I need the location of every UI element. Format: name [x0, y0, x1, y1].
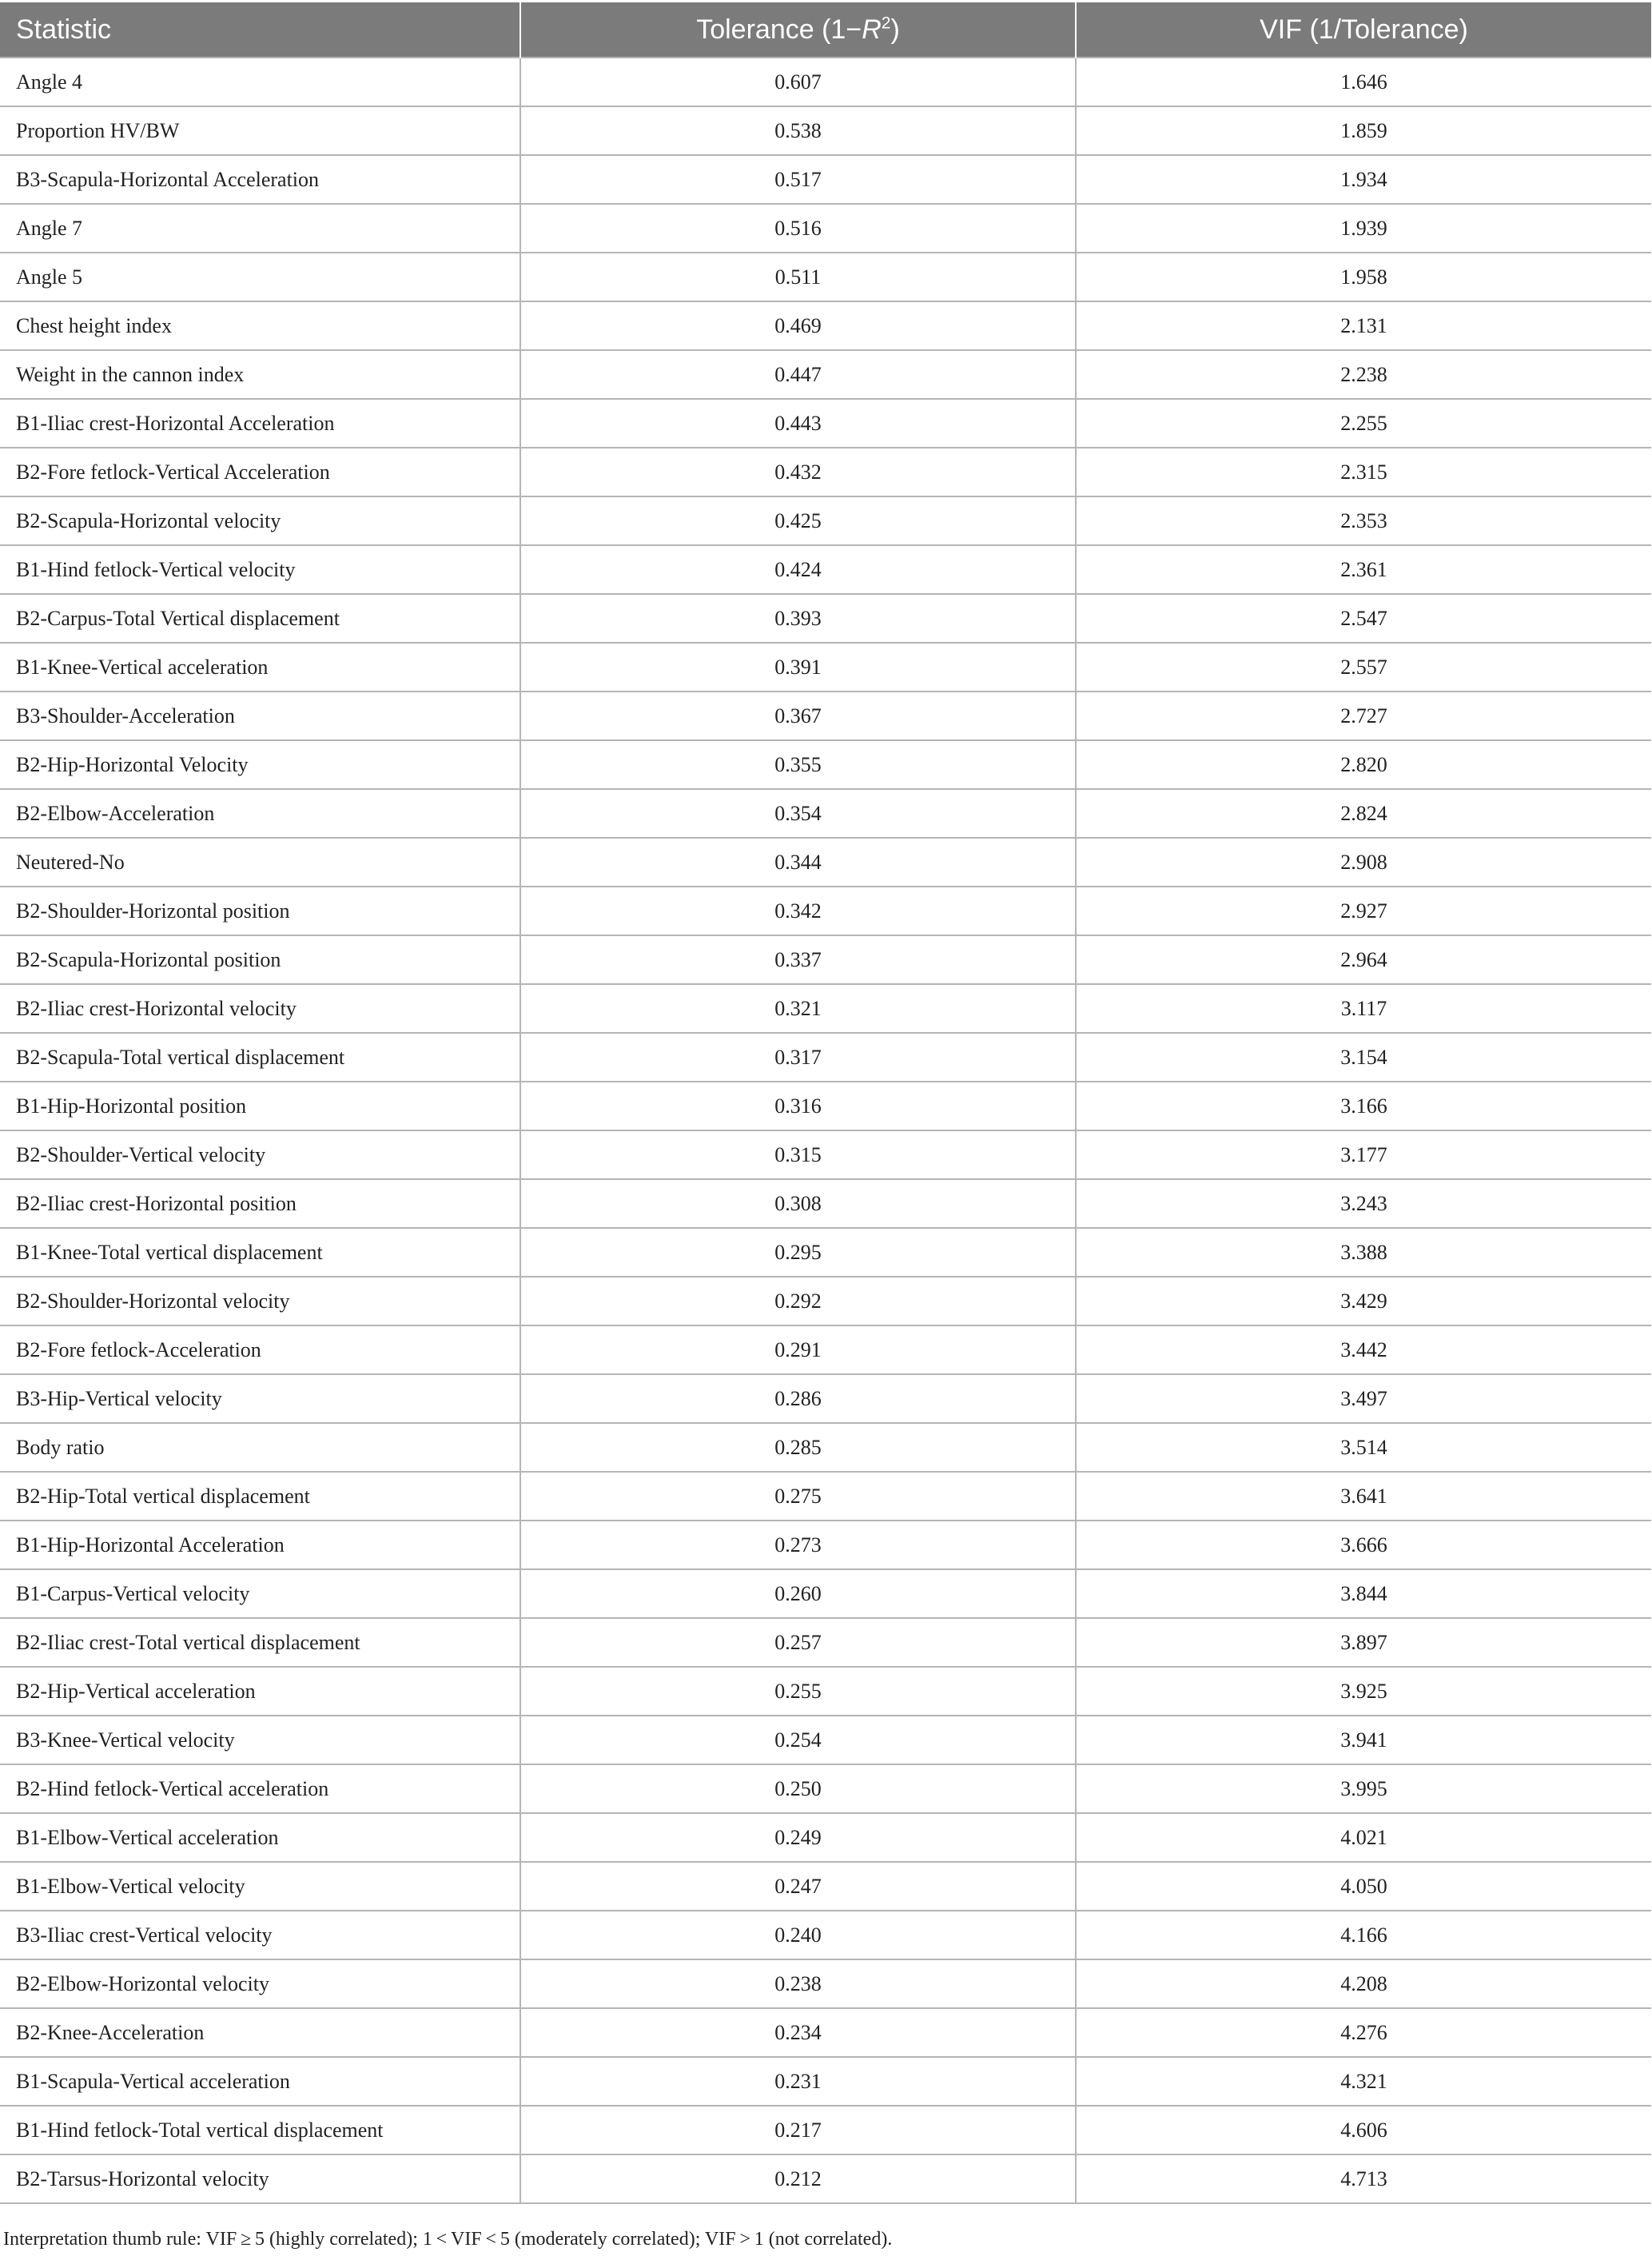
table-row [0, 2106, 1651, 2154]
cell-vif: 2.131 [1076, 301, 1651, 350]
cell-vif: 3.641 [1076, 1472, 1651, 1521]
cell-statistic: B2-Scapula-Total vertical displacement [0, 1033, 520, 1082]
cell-tolerance: 0.255 [520, 1667, 1076, 1716]
cell-statistic: Angle 7 [0, 204, 520, 253]
cell-tolerance: 0.257 [520, 1618, 1076, 1667]
table-row [0, 1374, 1651, 1423]
cell-vif: 3.925 [1076, 1667, 1651, 1716]
cell-vif: 1.939 [1076, 204, 1651, 253]
cell-tolerance: 0.607 [520, 58, 1076, 106]
cell-vif: 4.166 [1076, 1911, 1651, 1959]
cell-vif: 2.361 [1076, 545, 1651, 594]
cell-tolerance: 0.286 [520, 1374, 1076, 1423]
cell-statistic: B2-Knee-Acceleration [0, 2008, 520, 2057]
cell-tolerance: 0.516 [520, 204, 1076, 253]
cell-vif: 2.353 [1076, 496, 1651, 545]
header-tolerance-sup: 2 [881, 14, 891, 33]
cell-vif: 3.514 [1076, 1423, 1651, 1472]
cell-tolerance: 0.291 [520, 1325, 1076, 1374]
cell-tolerance: 0.238 [520, 1959, 1076, 2008]
cell-tolerance: 0.317 [520, 1033, 1076, 1082]
header-tolerance-var: R [862, 14, 882, 45]
cell-tolerance: 0.538 [520, 106, 1076, 155]
cell-vif: 1.646 [1076, 58, 1651, 106]
cell-vif: 2.238 [1076, 350, 1651, 399]
cell-tolerance: 0.393 [520, 594, 1076, 643]
cell-vif: 2.557 [1076, 643, 1651, 692]
cell-statistic: B1-Elbow-Vertical acceleration [0, 1813, 520, 1862]
cell-vif: 1.934 [1076, 155, 1651, 204]
cell-vif: 2.820 [1076, 740, 1651, 789]
cell-statistic: Chest height index [0, 301, 520, 350]
cell-vif: 3.995 [1076, 1764, 1651, 1813]
table-row [0, 496, 1651, 545]
cell-vif: 2.908 [1076, 838, 1651, 887]
table-row [0, 2154, 1651, 2203]
table-row [0, 692, 1651, 740]
cell-statistic: B1-Elbow-Vertical velocity [0, 1862, 520, 1911]
cell-statistic: Neutered-No [0, 838, 520, 887]
cell-tolerance: 0.425 [520, 496, 1076, 545]
table-row [0, 643, 1651, 692]
cell-statistic: B1-Knee-Vertical acceleration [0, 643, 520, 692]
table-row [0, 1325, 1651, 1374]
cell-statistic: B2-Shoulder-Horizontal position [0, 887, 520, 935]
cell-statistic: B1-Hip-Horizontal position [0, 1082, 520, 1130]
cell-tolerance: 0.240 [520, 1911, 1076, 1959]
cell-vif: 3.177 [1076, 1130, 1651, 1179]
vif-table [0, 2, 1651, 2204]
cell-vif: 2.255 [1076, 399, 1651, 448]
cell-tolerance: 0.367 [520, 692, 1076, 740]
cell-vif: 4.276 [1076, 2008, 1651, 2057]
table-row [0, 545, 1651, 594]
table-row [0, 155, 1651, 204]
cell-vif: 3.243 [1076, 1179, 1651, 1228]
cell-statistic: B3-Knee-Vertical velocity [0, 1716, 520, 1764]
cell-tolerance: 0.316 [520, 1082, 1076, 1130]
cell-statistic: Angle 4 [0, 58, 520, 106]
cell-statistic: B1-Knee-Total vertical displacement [0, 1228, 520, 1277]
cell-tolerance: 0.231 [520, 2057, 1076, 2106]
table-row [0, 204, 1651, 253]
table-row [0, 594, 1651, 643]
cell-tolerance: 0.254 [520, 1716, 1076, 1764]
cell-statistic: B1-Carpus-Vertical velocity [0, 1569, 520, 1618]
cell-tolerance: 0.342 [520, 887, 1076, 935]
table-row [0, 448, 1651, 496]
table-footnote: Interpretation thumb rule: VIF ≥ 5 (highly correlated); 1 < VIF < 5 (moderately correlated); VIF > 1 (not correlated). [3, 2229, 893, 2250]
cell-statistic: Body ratio [0, 1423, 520, 1472]
cell-tolerance: 0.247 [520, 1862, 1076, 1911]
table-row [0, 106, 1651, 155]
cell-statistic: B2-Carpus-Total Vertical displacement [0, 594, 520, 643]
cell-tolerance: 0.234 [520, 2008, 1076, 2057]
cell-vif: 3.844 [1076, 1569, 1651, 1618]
cell-tolerance: 0.273 [520, 1521, 1076, 1569]
cell-tolerance: 0.308 [520, 1179, 1076, 1228]
cell-statistic: B2-Iliac crest-Horizontal velocity [0, 984, 520, 1033]
cell-vif: 3.442 [1076, 1325, 1651, 1374]
cell-vif: 4.606 [1076, 2106, 1651, 2154]
cell-vif: 3.166 [1076, 1082, 1651, 1130]
cell-tolerance: 0.315 [520, 1130, 1076, 1179]
table-row [0, 1277, 1651, 1325]
cell-vif: 2.927 [1076, 887, 1651, 935]
table-row [0, 1764, 1651, 1813]
cell-statistic: B2-Fore fetlock-Acceleration [0, 1325, 520, 1374]
table-row [0, 1521, 1651, 1569]
header-statistic: Statistic [0, 2, 520, 58]
cell-statistic: Proportion HV/BW [0, 106, 520, 155]
table-row [0, 399, 1651, 448]
table-row [0, 1033, 1651, 1082]
table-body [0, 58, 1651, 2203]
table-row [0, 1667, 1651, 1716]
cell-statistic: B2-Tarsus-Horizontal velocity [0, 2154, 520, 2203]
cell-vif: 1.859 [1076, 106, 1651, 155]
cell-vif: 3.897 [1076, 1618, 1651, 1667]
cell-statistic: B3-Hip-Vertical velocity [0, 1374, 520, 1423]
cell-tolerance: 0.337 [520, 935, 1076, 984]
cell-tolerance: 0.292 [520, 1277, 1076, 1325]
table-row [0, 740, 1651, 789]
cell-tolerance: 0.285 [520, 1423, 1076, 1472]
cell-tolerance: 0.443 [520, 399, 1076, 448]
table-row [0, 58, 1651, 106]
cell-statistic: B3-Scapula-Horizontal Acceleration [0, 155, 520, 204]
header-tolerance-prefix: Tolerance (1− [696, 14, 862, 45]
cell-statistic: B1-Hind fetlock-Vertical velocity [0, 545, 520, 594]
table-row [0, 301, 1651, 350]
cell-statistic: B1-Scapula-Vertical acceleration [0, 2057, 520, 2106]
header-tolerance [520, 2, 1076, 58]
cell-tolerance: 0.424 [520, 545, 1076, 594]
cell-statistic: B2-Scapula-Horizontal position [0, 935, 520, 984]
cell-statistic: B1-Hind fetlock-Total vertical displacement [0, 2106, 520, 2154]
cell-vif: 3.941 [1076, 1716, 1651, 1764]
table-row [0, 838, 1651, 887]
cell-tolerance: 0.321 [520, 984, 1076, 1033]
table-row [0, 1618, 1651, 1667]
table-row [0, 1228, 1651, 1277]
cell-vif: 2.964 [1076, 935, 1651, 984]
table-row [0, 1813, 1651, 1862]
table-row [0, 935, 1651, 984]
cell-statistic: B2-Hip-Horizontal Velocity [0, 740, 520, 789]
header-row [0, 2, 1651, 58]
table-row [0, 984, 1651, 1033]
cell-vif: 4.713 [1076, 2154, 1651, 2203]
cell-vif: 2.547 [1076, 594, 1651, 643]
cell-vif: 3.497 [1076, 1374, 1651, 1423]
cell-vif: 2.824 [1076, 789, 1651, 838]
table-row [0, 1130, 1651, 1179]
cell-tolerance: 0.249 [520, 1813, 1076, 1862]
table-row [0, 1862, 1651, 1911]
table-header [0, 2, 1651, 58]
table-row [0, 887, 1651, 935]
cell-vif: 2.315 [1076, 448, 1651, 496]
cell-tolerance: 0.212 [520, 2154, 1076, 2203]
table-row [0, 1959, 1651, 2008]
table-row [0, 2057, 1651, 2106]
table-row [0, 789, 1651, 838]
cell-tolerance: 0.391 [520, 643, 1076, 692]
cell-tolerance: 0.295 [520, 1228, 1076, 1277]
cell-statistic: B2-Shoulder-Horizontal velocity [0, 1277, 520, 1325]
table-row [0, 1472, 1651, 1521]
cell-statistic: Weight in the cannon index [0, 350, 520, 399]
cell-tolerance: 0.517 [520, 155, 1076, 204]
cell-tolerance: 0.250 [520, 1764, 1076, 1813]
cell-statistic: B2-Iliac crest-Total vertical displacement [0, 1618, 520, 1667]
header-vif: VIF (1/Tolerance) [1076, 2, 1651, 58]
table-row [0, 1569, 1651, 1618]
cell-tolerance: 0.447 [520, 350, 1076, 399]
cell-vif: 3.388 [1076, 1228, 1651, 1277]
cell-tolerance: 0.344 [520, 838, 1076, 887]
table-row [0, 1082, 1651, 1130]
cell-statistic: B1-Iliac crest-Horizontal Acceleration [0, 399, 520, 448]
cell-statistic: B2-Shoulder-Vertical velocity [0, 1130, 520, 1179]
cell-tolerance: 0.354 [520, 789, 1076, 838]
cell-tolerance: 0.469 [520, 301, 1076, 350]
cell-tolerance: 0.355 [520, 740, 1076, 789]
table-row [0, 2008, 1651, 2057]
cell-vif: 4.021 [1076, 1813, 1651, 1862]
cell-tolerance: 0.275 [520, 1472, 1076, 1521]
cell-tolerance: 0.260 [520, 1569, 1076, 1618]
table-row [0, 1911, 1651, 1959]
cell-statistic: B2-Elbow-Acceleration [0, 789, 520, 838]
cell-statistic: B2-Hip-Total vertical displacement [0, 1472, 520, 1521]
cell-statistic: B2-Hind fetlock-Vertical acceleration [0, 1764, 520, 1813]
cell-statistic: B2-Iliac crest-Horizontal position [0, 1179, 520, 1228]
cell-statistic: B3-Iliac crest-Vertical velocity [0, 1911, 520, 1959]
cell-statistic: B1-Hip-Horizontal Acceleration [0, 1521, 520, 1569]
cell-vif: 4.050 [1076, 1862, 1651, 1911]
cell-tolerance: 0.432 [520, 448, 1076, 496]
table-row [0, 253, 1651, 301]
cell-statistic: B2-Elbow-Horizontal velocity [0, 1959, 520, 2008]
cell-statistic: B3-Shoulder-Acceleration [0, 692, 520, 740]
cell-vif: 3.429 [1076, 1277, 1651, 1325]
header-tolerance-suffix: ) [890, 14, 900, 45]
cell-vif: 4.321 [1076, 2057, 1651, 2106]
cell-vif: 1.958 [1076, 253, 1651, 301]
cell-statistic: B2-Fore fetlock-Vertical Acceleration [0, 448, 520, 496]
cell-vif: 3.154 [1076, 1033, 1651, 1082]
table-row [0, 1423, 1651, 1472]
cell-statistic: Angle 5 [0, 253, 520, 301]
cell-statistic: B2-Scapula-Horizontal velocity [0, 496, 520, 545]
cell-tolerance: 0.511 [520, 253, 1076, 301]
cell-vif: 4.208 [1076, 1959, 1651, 2008]
cell-statistic: B2-Hip-Vertical acceleration [0, 1667, 520, 1716]
table-row [0, 350, 1651, 399]
cell-vif: 3.117 [1076, 984, 1651, 1033]
table-row [0, 1179, 1651, 1228]
table-row [0, 1716, 1651, 1764]
cell-vif: 2.727 [1076, 692, 1651, 740]
cell-vif: 3.666 [1076, 1521, 1651, 1569]
cell-tolerance: 0.217 [520, 2106, 1076, 2154]
